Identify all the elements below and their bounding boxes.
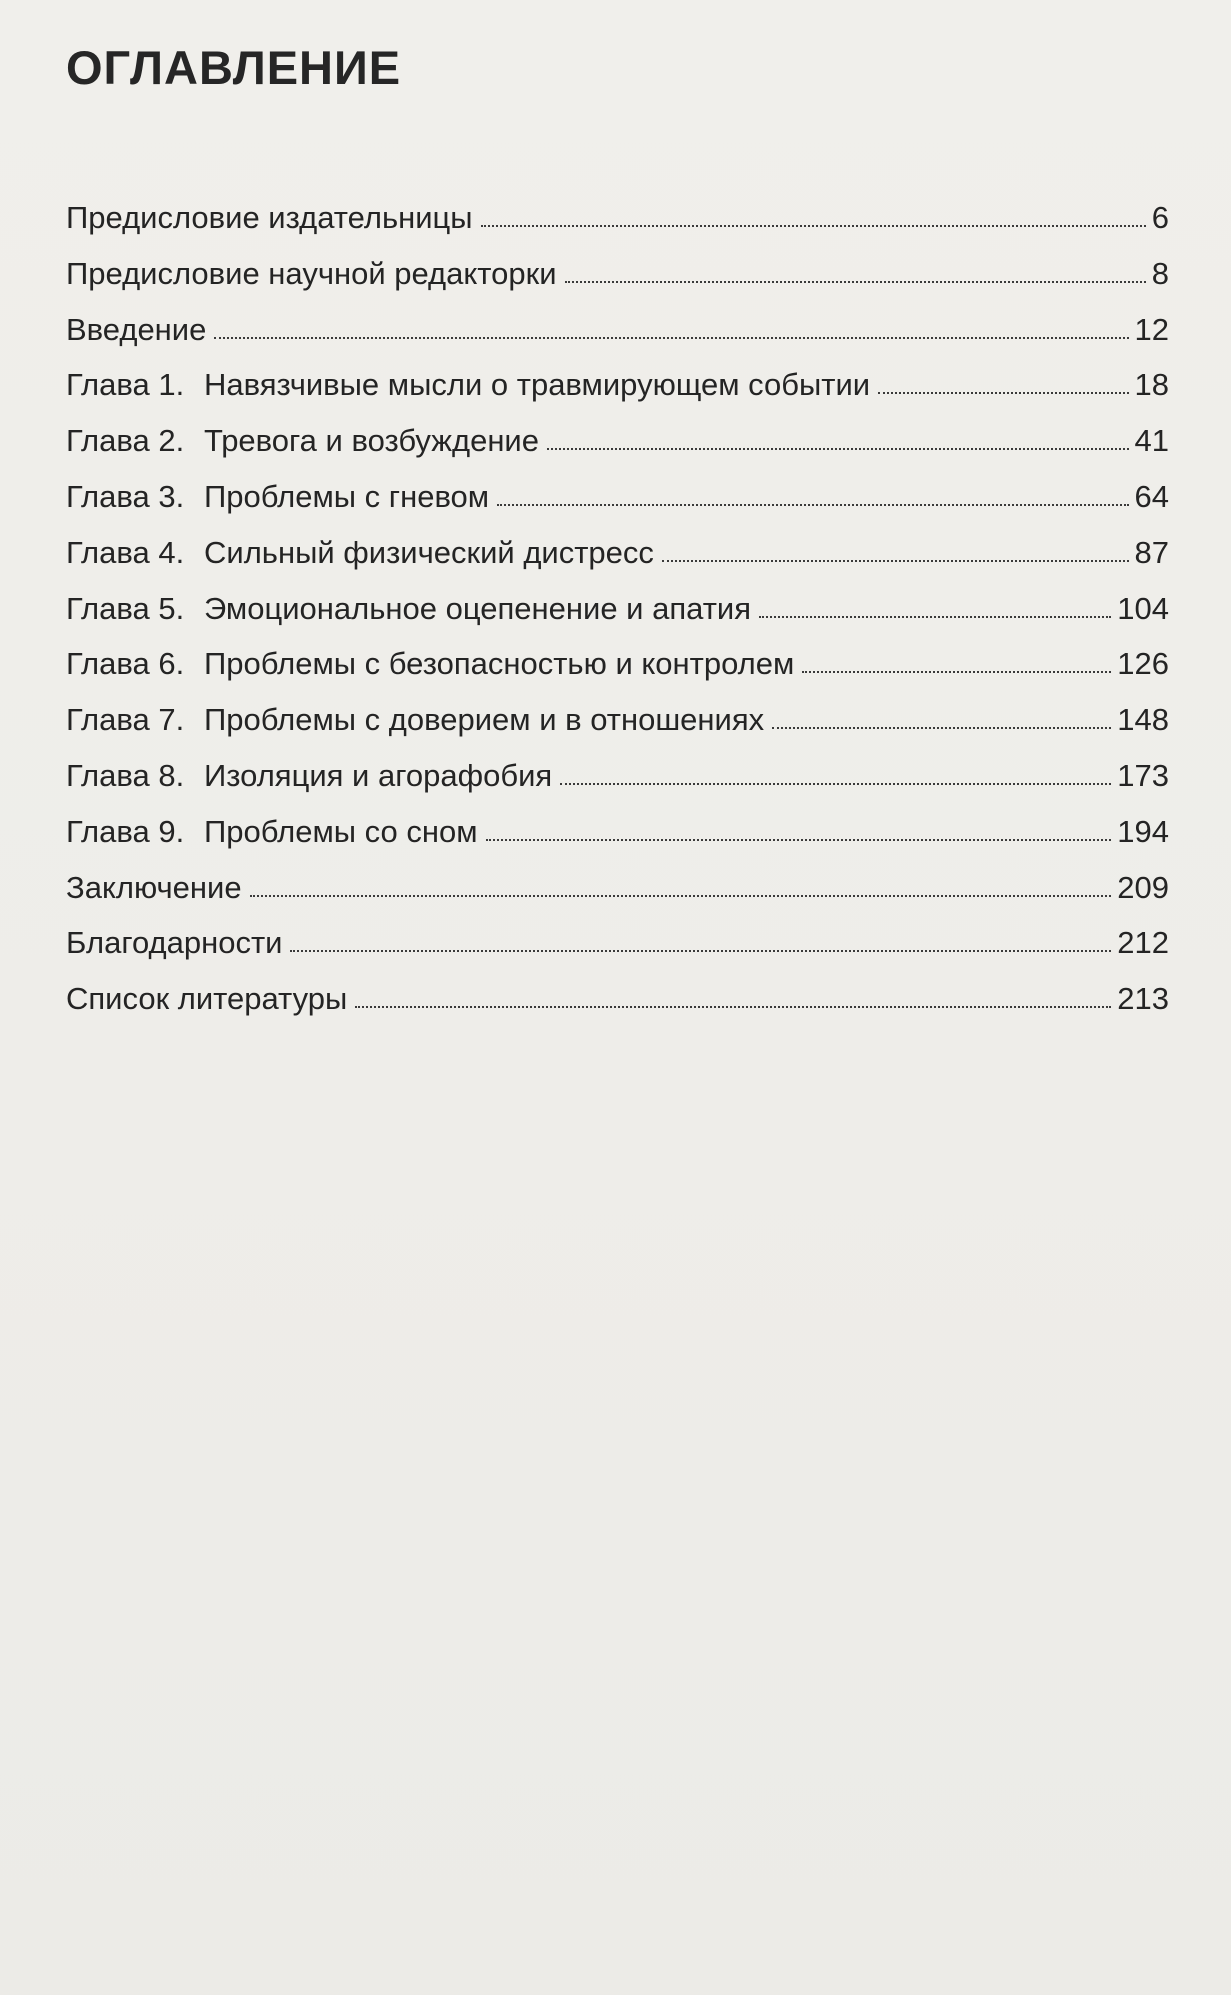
toc-chapter-number: Глава 2. [66,423,185,459]
toc-entry [66,868,1169,924]
toc-chapter-number: Глава 4. [66,534,185,570]
toc-entry-title: Предисловие научной редакторки [66,255,557,291]
dot-leader [497,502,1128,506]
toc-chapter-number: Глава 3. [66,478,185,514]
dot-leader [662,558,1129,562]
toc-entry [66,365,1169,421]
toc-page-number: 212 [1117,925,1169,961]
page-title: ОГЛАВЛЕНИЕ [66,41,402,94]
toc-entry [66,310,1169,366]
dot-leader [772,725,1111,729]
toc-entry [66,198,1169,254]
toc-entry [66,421,1169,477]
toc-page-number: 213 [1117,981,1169,1017]
toc-entry [66,979,1169,1035]
toc-page-number: 87 [1134,534,1169,570]
toc-entry-title: Навязчивые мысли о травмирующем событии [204,367,871,403]
toc-chapter-number: Глава 9. [66,813,185,849]
toc-entry-title: Тревога и возбуждение [204,423,539,459]
toc-entry-title: Заключение [66,869,242,905]
toc-entry [66,923,1169,979]
toc-entry-title: Проблемы с доверием и в отношениях [204,702,765,738]
dot-leader [560,781,1111,785]
dot-leader [355,1004,1111,1008]
toc-chapter-number: Глава 5. [66,590,185,626]
toc-page-number: 104 [1117,590,1169,626]
toc-entry-title: Изоляция и агорафобия [204,757,553,793]
dot-leader [486,837,1112,841]
toc-entry [66,477,1169,533]
dot-leader [547,446,1129,450]
toc-entry-title: Проблемы с гневом [204,478,490,514]
toc-page-number: 18 [1134,367,1169,403]
toc-entry-title: Сильный физический дистресс [204,534,654,570]
toc-entry [66,533,1169,589]
toc-chapter-number: Глава 7. [66,702,185,738]
toc-entry-title: Список литературы [66,981,348,1017]
toc-page-number: 209 [1117,869,1169,905]
dot-leader [214,335,1128,339]
toc-page-number: 173 [1117,757,1169,793]
toc-entry-title: Предисловие издательницы [66,200,473,235]
toc-page-number: 12 [1134,311,1169,347]
toc-entry-title: Благодарности [66,925,283,961]
toc-page-number: 194 [1117,813,1169,849]
toc-chapter-number: Глава 6. [66,646,185,682]
toc-page-number: 126 [1117,646,1169,682]
toc-chapter-number: Глава 1. [66,367,185,403]
toc-entry-title: Проблемы с безопасностью и контролем [204,646,795,682]
toc-entry-title: Эмоциональное оцепенение и апатия [204,590,751,626]
toc-entry-title: Введение [66,311,207,347]
toc-page-number: 8 [1151,255,1169,291]
toc-entry [66,756,1169,812]
toc-entry [66,254,1169,310]
toc-page-number: 148 [1117,702,1169,738]
toc-entry [66,644,1169,700]
dot-leader [802,669,1111,673]
dot-leader [250,893,1112,897]
toc-page-number: 41 [1134,423,1169,459]
toc-entry [66,700,1169,756]
dot-leader [565,279,1146,283]
dot-leader [290,948,1111,952]
table-of-contents [66,198,1169,1035]
toc-entry [66,589,1169,645]
toc-chapter-number: Глава 8. [66,757,185,793]
toc-page-number: 6 [1151,200,1169,235]
dot-leader [481,223,1146,227]
toc-entry [66,812,1169,868]
dot-leader [878,390,1128,394]
dot-leader [759,614,1111,618]
toc-page-number: 64 [1134,478,1169,514]
toc-entry-title: Проблемы со сном [204,813,478,849]
